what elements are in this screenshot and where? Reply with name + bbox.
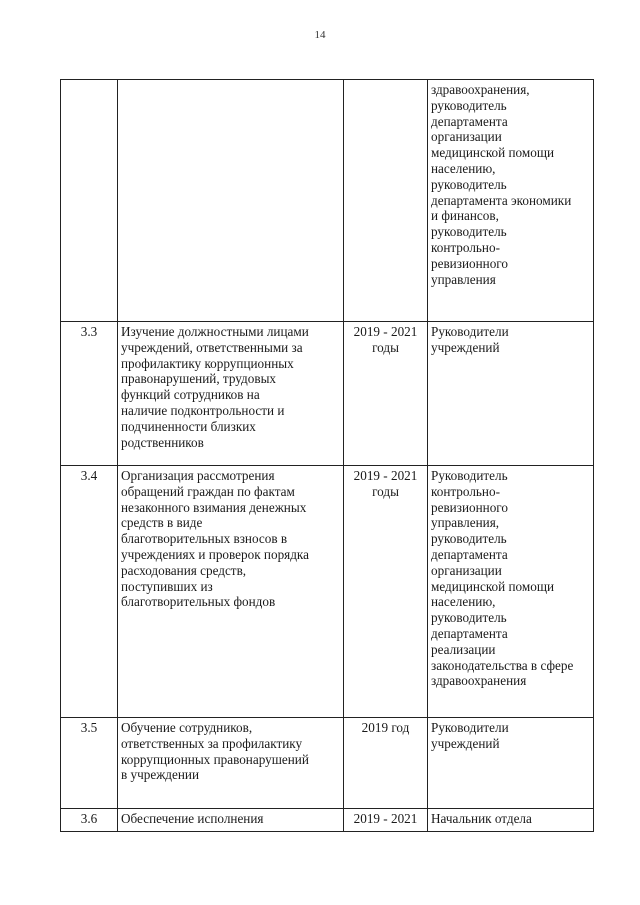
responsible-line: населению, bbox=[431, 160, 496, 176]
period-line: 2019 - 2021 bbox=[353, 468, 418, 483]
measure-line: профилактику коррупционных bbox=[121, 355, 294, 371]
measure-cell bbox=[118, 718, 344, 809]
period-cell bbox=[344, 466, 428, 718]
responsible-line: руководитель bbox=[431, 97, 507, 113]
responsible-line: департамента bbox=[431, 625, 508, 641]
measure-line: благотворительных фондов bbox=[121, 594, 276, 610]
measure-line: незаконного взимания денежных bbox=[121, 499, 307, 515]
measure-line: учреждениях и проверок порядка bbox=[121, 546, 309, 562]
responsible-line: Руководители bbox=[431, 324, 509, 339]
responsible-line: департамента экономики bbox=[431, 192, 572, 208]
measure-line: коррупционных правонарушений bbox=[121, 751, 309, 767]
measure-cell bbox=[118, 809, 344, 832]
period-line: годы bbox=[372, 339, 399, 355]
table-row bbox=[61, 322, 594, 466]
responsible-line: здравоохранения bbox=[431, 673, 527, 689]
responsible-cell bbox=[428, 809, 594, 832]
measure-cell bbox=[118, 466, 344, 718]
measure-cell bbox=[118, 80, 344, 322]
responsible-line: Руководитель bbox=[431, 468, 508, 483]
measure-line: Организация рассмотрения bbox=[121, 468, 275, 483]
measure-cell bbox=[118, 322, 344, 466]
measure-line: ответственных за профилактику bbox=[121, 735, 303, 751]
measure-line: родственников bbox=[121, 434, 204, 450]
responsible-line: организации bbox=[431, 129, 502, 145]
period-line: 2019 - 2021 bbox=[353, 811, 418, 826]
responsible-line: населению, bbox=[431, 594, 496, 610]
measure-line: средств в виде bbox=[121, 515, 203, 531]
responsible-line: контрольно- bbox=[431, 483, 500, 499]
measure-line: обращений граждан по фактам bbox=[121, 483, 295, 499]
measure-line: Обеспечение исполнения bbox=[121, 811, 264, 826]
measure-line: Изучение должностными лицами bbox=[121, 324, 309, 339]
measure-line: благотворительных взносов в bbox=[121, 531, 288, 547]
period-line: годы bbox=[372, 483, 399, 499]
responsible-line: управления, bbox=[431, 515, 500, 531]
responsible-line: и финансов, bbox=[431, 208, 499, 224]
table-row bbox=[61, 809, 594, 832]
measure-line: поступивших из bbox=[121, 578, 213, 594]
row-number: 3.6 bbox=[61, 809, 118, 832]
period-cell bbox=[344, 809, 428, 832]
measure-line: Обучение сотрудников, bbox=[121, 720, 253, 735]
measures-table bbox=[60, 79, 594, 832]
period-cell bbox=[344, 80, 428, 322]
responsible-cell bbox=[428, 80, 594, 322]
responsible-line: Начальник отдела bbox=[431, 811, 532, 826]
table-row bbox=[61, 466, 594, 718]
period-cell bbox=[344, 718, 428, 809]
table-row bbox=[61, 718, 594, 809]
responsible-line: руководитель bbox=[431, 176, 507, 192]
responsible-line: департамента bbox=[431, 113, 508, 129]
row-number: 3.4 bbox=[61, 466, 118, 718]
table-row bbox=[61, 80, 594, 322]
responsible-line: ревизионного bbox=[431, 255, 508, 271]
responsible-line: руководитель bbox=[431, 531, 507, 547]
measure-line: подчиненности близких bbox=[121, 418, 256, 434]
responsible-line: учреждений bbox=[431, 735, 500, 751]
responsible-line: реализации bbox=[431, 641, 496, 657]
period-line: 2019 - 2021 bbox=[353, 324, 418, 339]
responsible-line: организации bbox=[431, 562, 502, 578]
responsible-line: медицинской помощи bbox=[431, 578, 555, 594]
responsible-line: ревизионного bbox=[431, 499, 508, 515]
responsible-line: руководитель bbox=[431, 610, 507, 626]
responsible-line: управления bbox=[431, 271, 496, 287]
responsible-cell bbox=[428, 718, 594, 809]
responsible-cell bbox=[428, 466, 594, 718]
period-line: 2019 год bbox=[361, 720, 410, 735]
period-cell bbox=[344, 322, 428, 466]
responsible-line: контрольно- bbox=[431, 239, 500, 255]
measure-line: функций сотрудников на bbox=[121, 387, 260, 403]
responsible-line: учреждений bbox=[431, 339, 500, 355]
responsible-line: медицинской помощи bbox=[431, 145, 555, 161]
row-number: 3.5 bbox=[61, 718, 118, 809]
measure-line: учреждений, ответственными за bbox=[121, 339, 303, 355]
page-number: 14 bbox=[314, 29, 326, 41]
measure-line: расходования средств, bbox=[121, 562, 247, 578]
responsible-line: Руководители bbox=[431, 720, 509, 735]
measure-line: наличие подконтрольности и bbox=[121, 402, 285, 418]
responsible-line: руководитель bbox=[431, 224, 507, 240]
responsible-cell bbox=[428, 322, 594, 466]
measure-line: в учреждении bbox=[121, 767, 200, 783]
row-number: 3.3 bbox=[61, 322, 118, 466]
responsible-line: департамента bbox=[431, 546, 508, 562]
responsible-line: здравоохранения, bbox=[431, 82, 530, 97]
row-number bbox=[61, 80, 118, 322]
measure-line: правонарушений, трудовых bbox=[121, 371, 277, 387]
responsible-line: законодательства в сфере bbox=[431, 657, 574, 673]
